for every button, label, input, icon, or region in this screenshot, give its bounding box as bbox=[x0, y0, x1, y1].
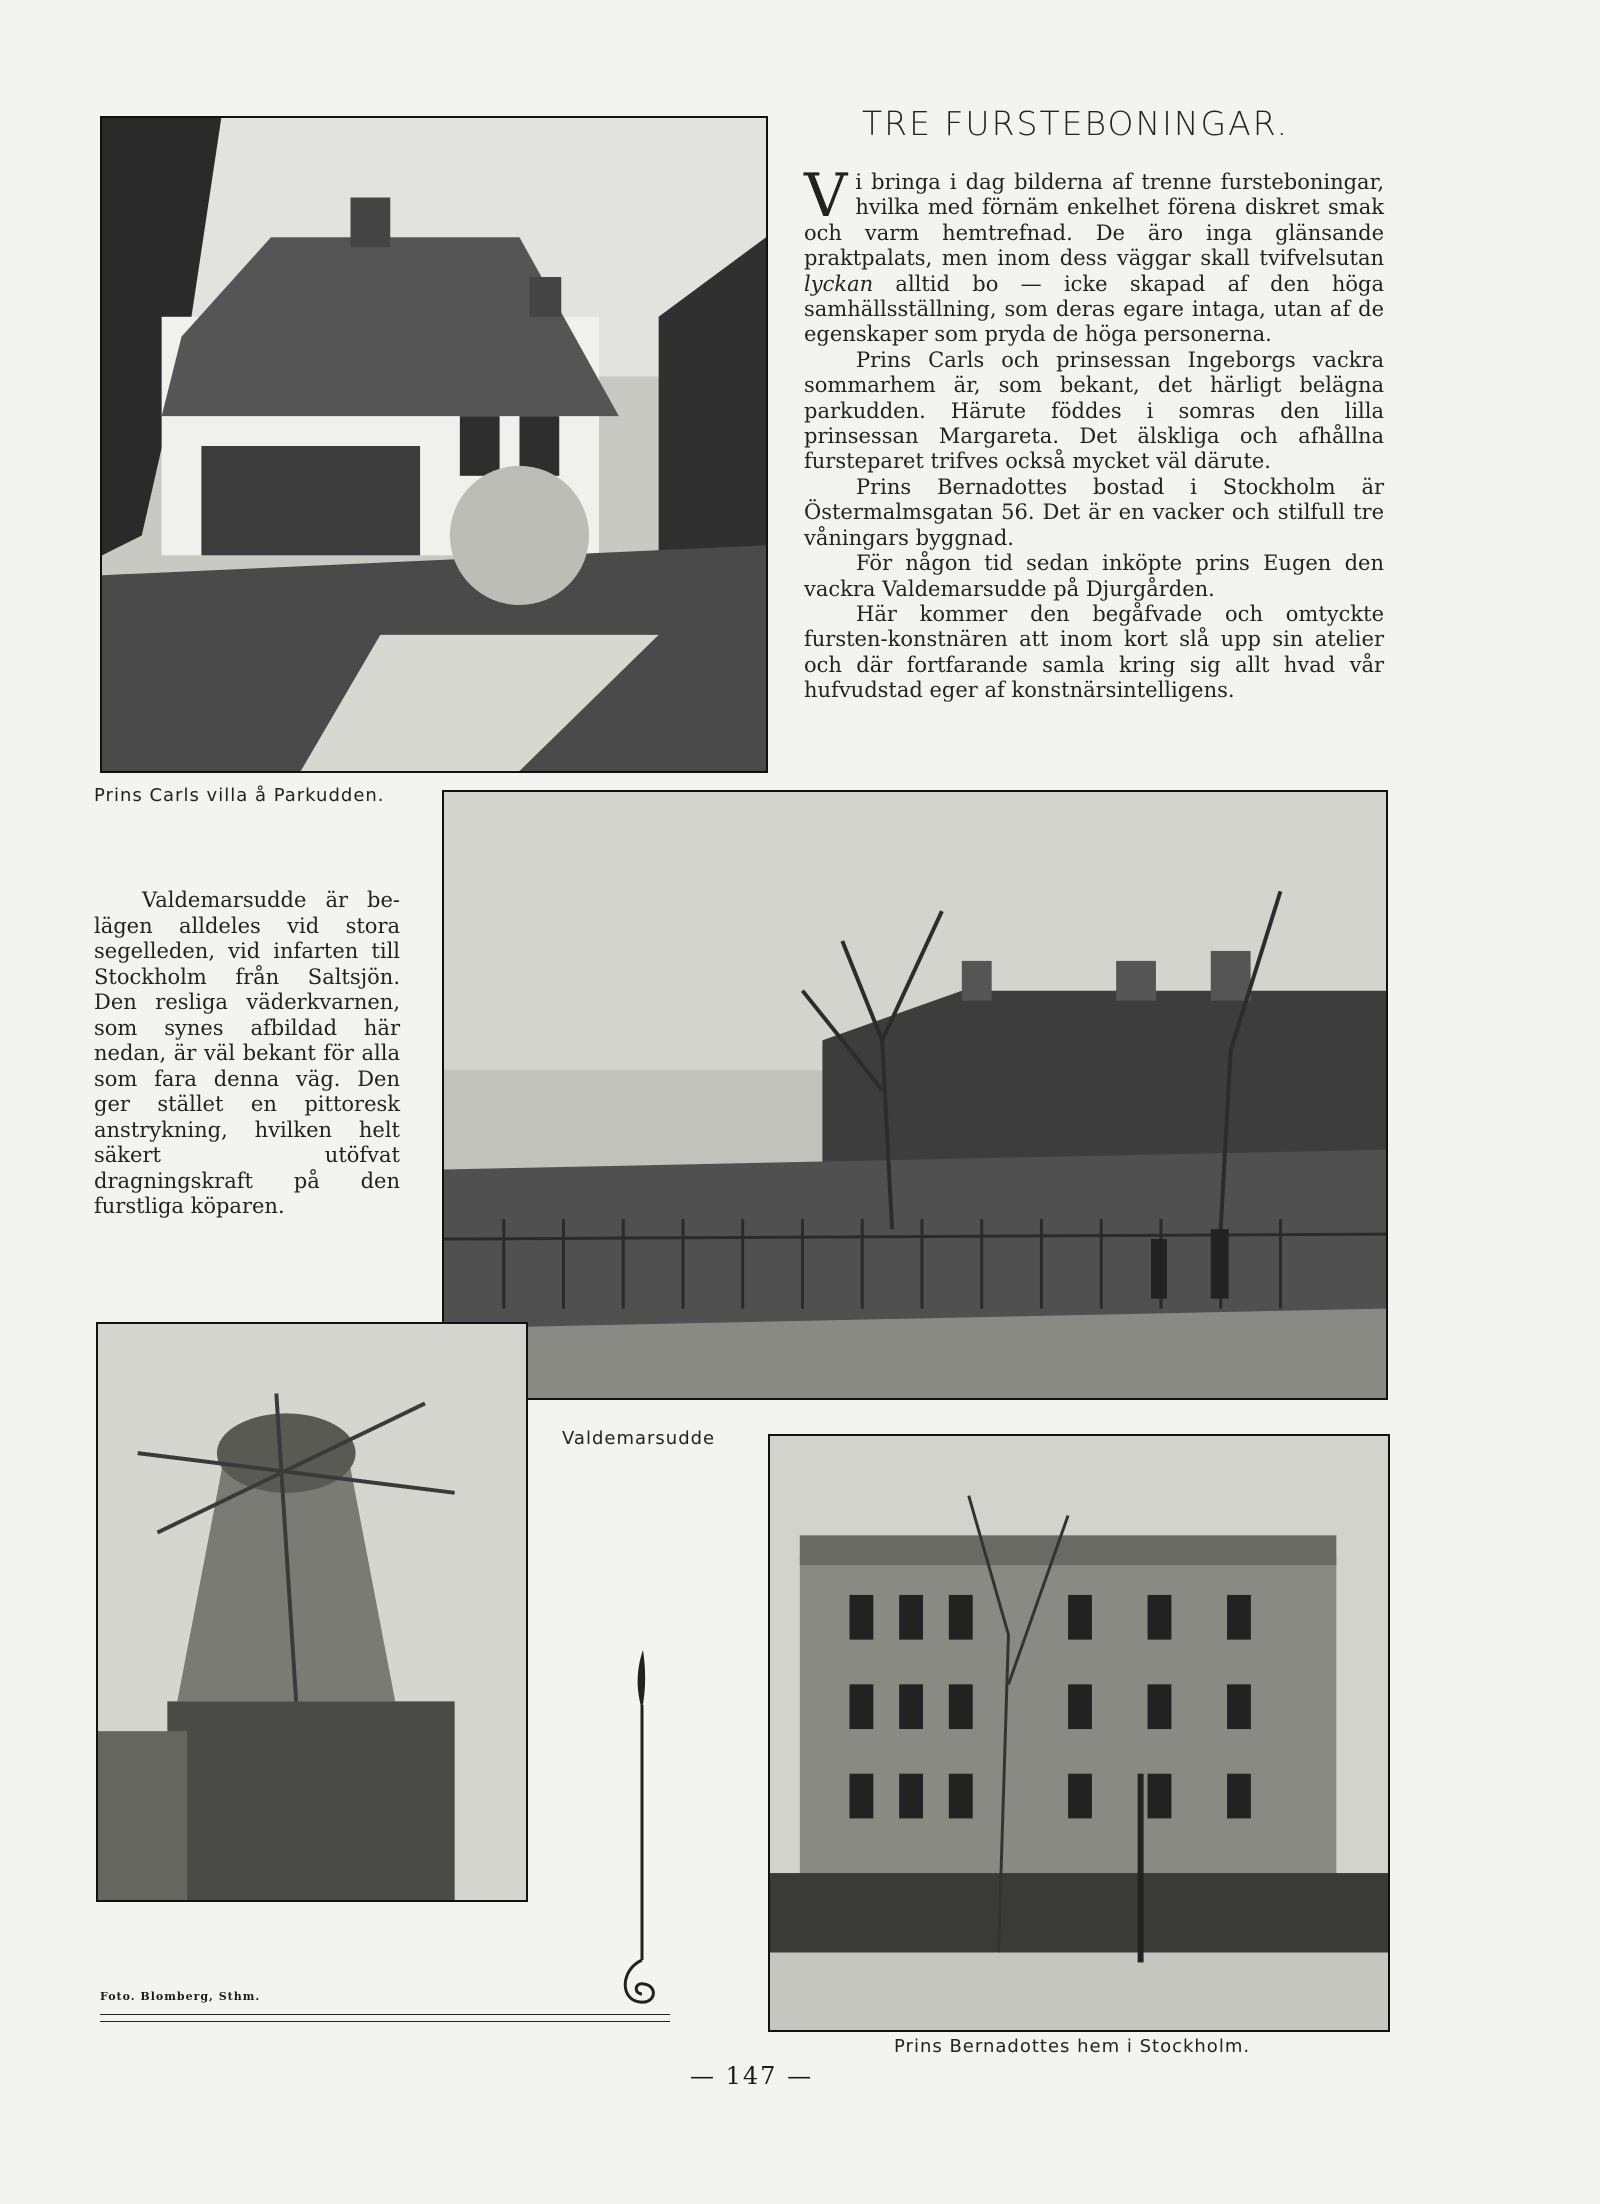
article-body bbox=[804, 161, 1384, 704]
divider-rule bbox=[100, 2014, 670, 2015]
article-paragraph-3: Prins Bernadottes bostad i Stockholm är Östermalmsgatan 56. Det är en vacker och stilfull tre våningars byggnad. bbox=[804, 474, 1384, 550]
villa-caption: Prins Carls villa å Parkudden. bbox=[94, 785, 385, 806]
photo-credit: Foto. Blomberg, Sthm. bbox=[100, 1990, 261, 2003]
windmill-photo bbox=[96, 1322, 528, 1902]
bernadotte-caption: Prins Bernadottes hem i Stockholm. bbox=[894, 2036, 1251, 2057]
article-title: TRE FURSTEBONINGAR. bbox=[862, 104, 1289, 143]
drop-cap: V bbox=[804, 161, 848, 231]
sidebar-text: Valdemarsudde är belägen alldeles vid stora segelleden, vid infarten till Stockholm från Saltsjön. Den resliga väderkvarnen, som synes afbildad här nedan, är väl bekant för alla som fara denna väg. Den ger stället en pittoresk anstrykning, hvilken helt säkert utöfvat dragningskraft på den furstliga köparen. bbox=[94, 888, 400, 1218]
valdemarsudde-caption: Valdemarsudde bbox=[562, 1428, 716, 1449]
ornament-flourish bbox=[610, 1650, 670, 2020]
article-paragraph-2: Prins Carls och prinsessan Ingeborgs vackra sommarhem är, som bekant, det härligt belägna parkudden. Härute föddes i somras den lilla prinsessan Margareta. Det älskliga och afhållna fursteparet trifves också mycket väl därute. bbox=[804, 347, 1384, 474]
divider-rule-2 bbox=[100, 2021, 670, 2022]
page-number: — 147 — bbox=[690, 2062, 814, 2090]
article-paragraph-1: Vi bringa i dag bilderna af trenne fursteboningar, hvilka med förnäm enkelhet förena diskret smak och varm hemtrefnad. De äro inga glänsande praktpalats, men inom dess väggar skall tvifvelsutan lyckan alltid bo — icke skapad af den höga samhällsställning, som deras egare intaga, utan af de egenskaper som pryda de höga personerna. bbox=[804, 161, 1384, 347]
villa-parkudden-photo bbox=[100, 116, 768, 773]
valdemarsudde-photo bbox=[442, 790, 1388, 1400]
article-paragraph-5: Här kommer den begåfvade och omtyckte fursten-konstnären att inom kort slå upp sin atelier och där fortfarande samla kring sig allt hvad vår hufvudstad eger af konstnärsintelligens. bbox=[804, 601, 1384, 703]
article-paragraph-4: För någon tid sedan inköpte prins Eugen den vackra Valdemarsudde på Djurgården. bbox=[804, 551, 1384, 601]
bernadotte-home-photo bbox=[768, 1434, 1390, 2032]
